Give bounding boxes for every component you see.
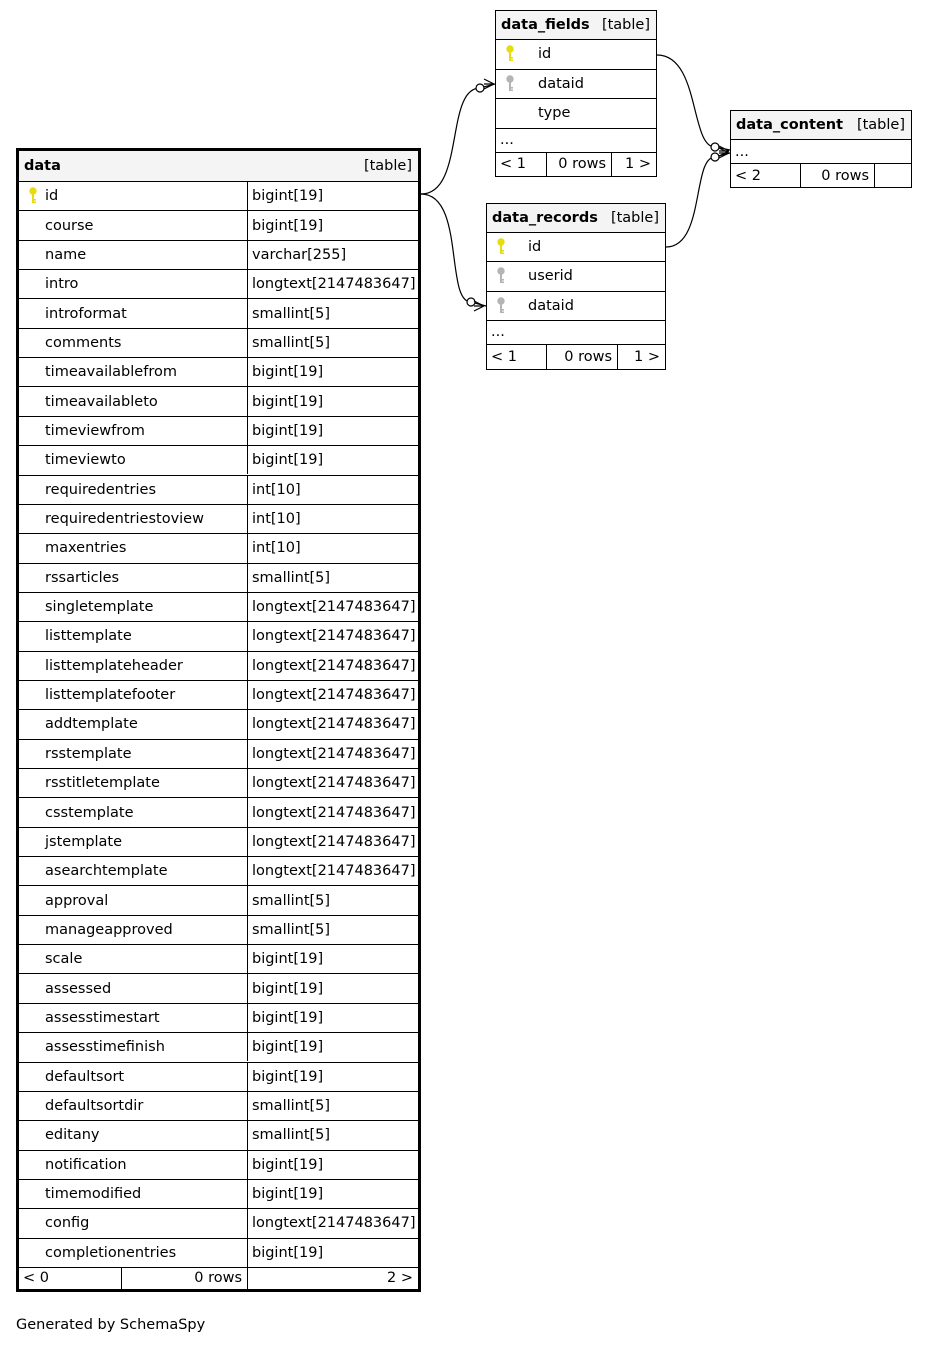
column-name: assesstimefinish	[45, 1039, 165, 1056]
column-name: scale	[45, 951, 83, 968]
column-name: timemodified	[45, 1186, 142, 1203]
column-type: bigint[19]	[247, 1180, 418, 1208]
column-row[interactable]	[19, 739, 418, 768]
column-row[interactable]	[19, 944, 418, 973]
table-pager	[496, 152, 656, 177]
column-type: longtext[2147483647]	[247, 740, 418, 768]
column-name: timeavailableto	[45, 393, 158, 410]
more-columns-ellipsis: ...	[735, 143, 749, 160]
pager-next[interactable]: 1 >	[611, 153, 656, 177]
column-type: bigint[19]	[247, 182, 418, 210]
pager-next[interactable]	[874, 164, 911, 187]
column-type: longtext[2147483647]	[247, 857, 418, 885]
column-type: bigint[19]	[247, 446, 418, 474]
column-row[interactable]	[487, 261, 665, 290]
column-row[interactable]	[19, 1150, 418, 1179]
column-row[interactable]	[496, 39, 656, 69]
more-columns-row[interactable]	[496, 128, 656, 152]
column-name: config	[45, 1215, 90, 1232]
column-name: id	[528, 239, 542, 256]
column-type: bigint[19]	[247, 211, 418, 239]
key-icon	[496, 233, 506, 261]
column-name: rsstitletemplate	[45, 775, 160, 792]
column-row[interactable]	[496, 98, 656, 128]
column-name: manageapproved	[45, 921, 173, 938]
more-columns-ellipsis: ...	[491, 324, 505, 341]
column-row[interactable]	[19, 1208, 418, 1237]
optional-end-circle	[711, 153, 719, 161]
column-row[interactable]	[19, 709, 418, 738]
column-row[interactable]	[19, 1003, 418, 1032]
column-type: longtext[2147483647]	[247, 769, 418, 797]
column-row[interactable]	[19, 915, 418, 944]
column-row[interactable]	[19, 651, 418, 680]
column-name: editany	[45, 1127, 100, 1144]
column-type: bigint[19]	[247, 1063, 418, 1091]
column-row[interactable]	[19, 592, 418, 621]
column-row[interactable]	[19, 797, 418, 826]
column-row[interactable]	[19, 240, 418, 269]
column-row[interactable]	[487, 232, 665, 261]
column-type: longtext[2147483647]	[247, 828, 418, 856]
table-data[interactable]	[16, 148, 421, 1292]
table-header	[496, 11, 656, 39]
column-name: requiredentriestoview	[45, 511, 204, 528]
column-name: dataid	[528, 297, 574, 314]
column-name: defaultsort	[45, 1068, 125, 1085]
column-name: id	[45, 188, 59, 205]
column-type: smallint[5]	[247, 1092, 418, 1120]
column-row[interactable]	[19, 827, 418, 856]
foreign-key-icon	[496, 292, 506, 320]
column-type: longtext[2147483647]	[247, 270, 418, 298]
column-type: bigint[19]	[247, 1004, 418, 1032]
column-row[interactable]	[19, 328, 418, 357]
pager-next[interactable]: 2 >	[247, 1268, 418, 1289]
column-row[interactable]	[19, 533, 418, 562]
column-name: csstemplate	[45, 804, 134, 821]
column-type: bigint[19]	[247, 974, 418, 1002]
pager-previous[interactable]: < 1	[500, 156, 526, 173]
column-name: name	[45, 246, 87, 263]
column-row[interactable]	[19, 856, 418, 885]
column-name: introformat	[45, 305, 127, 322]
column-row[interactable]	[19, 475, 418, 504]
column-name: assesstimestart	[45, 1009, 160, 1026]
column-type: int[10]	[247, 534, 418, 562]
column-type: longtext[2147483647]	[247, 1209, 418, 1237]
column-type: varchar[255]	[247, 241, 418, 269]
column-name: timeavailablefrom	[45, 364, 177, 381]
table-data-fields[interactable]	[495, 10, 657, 177]
foreign-key-icon	[505, 70, 515, 99]
column-name: singletemplate	[45, 599, 154, 616]
column-type: bigint[19]	[247, 1033, 418, 1061]
column-name: defaultsortdir	[45, 1098, 144, 1115]
table-name[interactable]: data_records	[492, 210, 598, 226]
table-pager	[19, 1267, 418, 1289]
column-name: dataid	[538, 75, 584, 92]
column-name: addtemplate	[45, 716, 138, 733]
optional-end-circle	[476, 84, 484, 92]
column-name: intro	[45, 276, 79, 293]
column-type: bigint[19]	[247, 1151, 418, 1179]
column-type: int[10]	[247, 505, 418, 533]
column-name: notification	[45, 1156, 127, 1173]
table-pager	[731, 163, 911, 187]
optional-end-circle	[467, 298, 475, 306]
column-type: longtext[2147483647]	[247, 652, 418, 680]
column-row[interactable]	[19, 1062, 418, 1091]
pager-previous[interactable]: < 0	[23, 1270, 49, 1287]
table-kind: [table]	[610, 210, 659, 226]
column-name: id	[538, 46, 552, 63]
optional-end-circle	[711, 143, 719, 151]
column-name: rssarticles	[45, 569, 120, 586]
table-kind: [table]	[856, 117, 905, 133]
column-name: listtemplateheader	[45, 657, 183, 674]
column-type: bigint[19]	[247, 1239, 418, 1267]
column-name: requiredentries	[45, 481, 157, 498]
column-row[interactable]	[19, 298, 418, 327]
column-type: longtext[2147483647]	[247, 710, 418, 738]
column-name: assessed	[45, 980, 112, 997]
column-type: longtext[2147483647]	[247, 798, 418, 826]
pager-row-count: 0 rows	[546, 153, 611, 177]
pager-previous[interactable]: < 1	[491, 348, 517, 365]
pager-previous[interactable]: < 2	[735, 167, 761, 184]
column-type: smallint[5]	[247, 299, 418, 327]
table-data-records[interactable]	[486, 203, 666, 370]
column-row[interactable]	[19, 210, 418, 239]
more-columns-row[interactable]	[487, 320, 665, 344]
column-type: smallint[5]	[247, 916, 418, 944]
column-row[interactable]	[19, 621, 418, 650]
column-type: smallint[5]	[247, 564, 418, 592]
table-name[interactable]: data_content	[736, 117, 844, 133]
pager-row-count: 0 rows	[121, 1268, 247, 1289]
table-header	[19, 151, 418, 181]
column-name: timeviewfrom	[45, 422, 145, 439]
table-header	[487, 204, 665, 232]
column-type: bigint[19]	[247, 945, 418, 973]
column-name: userid	[528, 268, 573, 285]
column-name: jstemplate	[45, 833, 123, 850]
column-type: smallint[5]	[247, 1121, 418, 1149]
column-row[interactable]	[19, 768, 418, 797]
column-type: int[10]	[247, 476, 418, 504]
column-name: approval	[45, 892, 109, 909]
column-row[interactable]	[19, 1091, 418, 1120]
connector-data-to-data-records	[421, 194, 486, 306]
column-row[interactable]	[19, 386, 418, 415]
column-type: smallint[5]	[247, 886, 418, 914]
column-row[interactable]	[19, 504, 418, 533]
key-icon	[505, 40, 515, 69]
column-type: bigint[19]	[247, 417, 418, 445]
column-row[interactable]	[19, 416, 418, 445]
column-row[interactable]	[19, 1032, 418, 1061]
column-name: rsstemplate	[45, 745, 132, 762]
pager-next[interactable]: 1 >	[617, 345, 665, 369]
column-row[interactable]	[19, 680, 418, 709]
column-type: bigint[19]	[247, 358, 418, 386]
key-icon	[28, 182, 38, 210]
table-name[interactable]: data	[24, 158, 61, 174]
pager-row-count: 0 rows	[800, 164, 874, 187]
column-row[interactable]	[19, 1238, 418, 1267]
column-row[interactable]	[19, 181, 418, 210]
column-row[interactable]	[19, 269, 418, 298]
column-type: smallint[5]	[247, 329, 418, 357]
column-type: longtext[2147483647]	[247, 593, 418, 621]
more-columns-ellipsis: ...	[500, 132, 514, 148]
table-kind: [table]	[601, 17, 650, 33]
column-name: maxentries	[45, 540, 127, 557]
column-row[interactable]	[496, 69, 656, 99]
table-header	[731, 111, 911, 139]
table-kind: [table]	[363, 158, 412, 174]
generated-by-footer: Generated by SchemaSpy	[16, 1317, 206, 1333]
pager-row-count: 0 rows	[546, 345, 617, 369]
column-row[interactable]	[19, 563, 418, 592]
column-name: asearchtemplate	[45, 863, 168, 880]
column-row[interactable]	[19, 357, 418, 386]
column-row[interactable]	[19, 1120, 418, 1149]
column-row[interactable]	[19, 445, 418, 474]
column-name: listtemplate	[45, 628, 132, 645]
column-name: comments	[45, 334, 122, 351]
column-row[interactable]	[19, 973, 418, 1002]
table-data-content[interactable]	[730, 110, 912, 188]
column-row[interactable]	[19, 1179, 418, 1208]
connector-data-to-data-fields	[421, 84, 495, 194]
column-name: completionentries	[45, 1244, 177, 1261]
connector-data-fields-to-data-content	[657, 55, 730, 150]
column-row[interactable]	[19, 885, 418, 914]
column-type: bigint[19]	[247, 387, 418, 415]
column-name: course	[45, 217, 94, 234]
column-type: longtext[2147483647]	[247, 622, 418, 650]
table-name[interactable]: data_fields	[501, 17, 590, 33]
table-pager	[487, 344, 665, 369]
column-name: timeviewto	[45, 452, 126, 469]
column-name: type	[538, 105, 571, 122]
foreign-key-icon	[496, 262, 506, 290]
many-end-crowfoot	[484, 79, 494, 89]
more-columns-row[interactable]	[731, 139, 911, 163]
column-row[interactable]	[487, 291, 665, 320]
column-name: listtemplatefooter	[45, 687, 176, 704]
connector-data-records-to-data-content	[666, 153, 730, 247]
column-type: longtext[2147483647]	[247, 681, 418, 709]
